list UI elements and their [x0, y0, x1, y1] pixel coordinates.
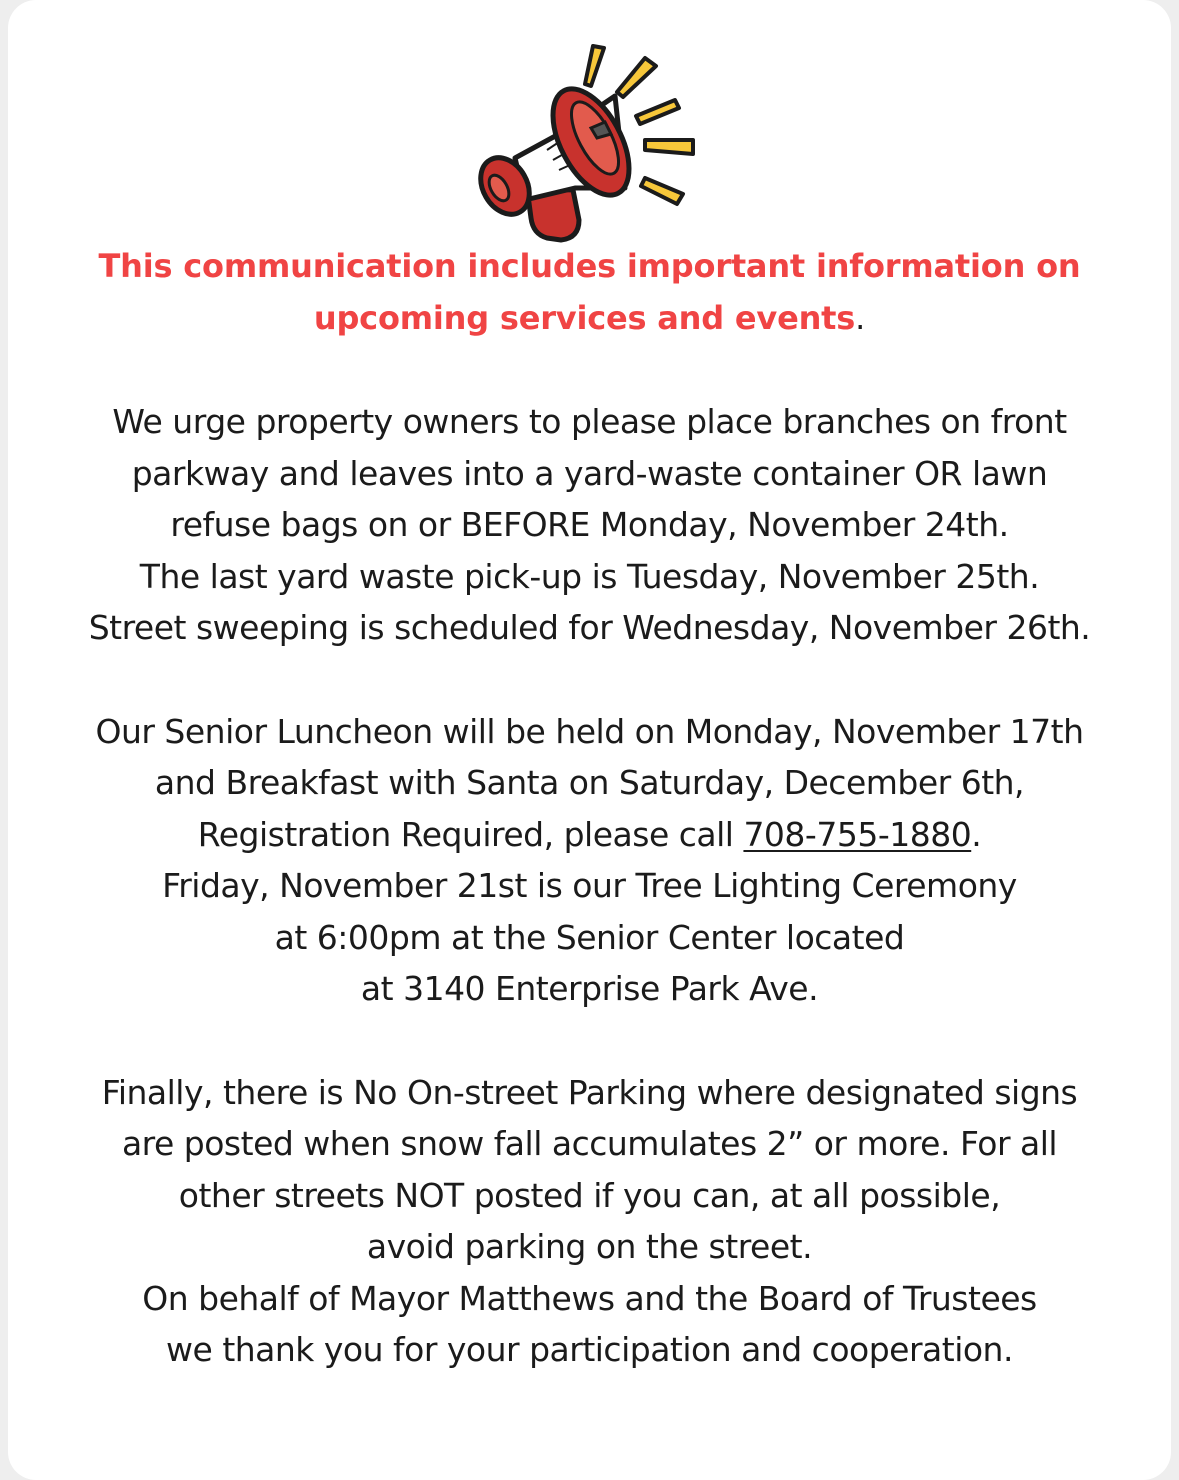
spacer	[0, 344, 1179, 396]
megaphone-icon	[475, 38, 705, 248]
headline-text: upcoming services and events	[313, 299, 856, 337]
registration-text: Registration Required, please call	[197, 814, 744, 854]
yard-waste-paragraph	[0, 396, 1179, 654]
headline-line	[0, 292, 1179, 344]
text-line: Street sweeping is scheduled for Wednesday, November 26th.	[88, 608, 1091, 647]
spacer	[0, 1015, 1179, 1067]
events-paragraph	[0, 706, 1179, 1015]
text-line: avoid parking on the street.	[366, 1227, 813, 1266]
text-line: refuse bags on or BEFORE Monday, November 24th.	[170, 505, 1009, 544]
text-line: The last yard waste pick-up is Tuesday, November 25th.	[139, 556, 1040, 596]
notice-content	[0, 240, 1179, 1376]
registration-period: .	[971, 814, 982, 854]
text-line: we thank you for your participation and cooperation.	[166, 1330, 1013, 1369]
text-line: Friday, November 21st is our Tree Lighting Ceremony	[162, 866, 1017, 905]
text-line: On behalf of Mayor Matthews and the Board of Trustees	[142, 1278, 1037, 1318]
text-line: at 3140 Enterprise Park Ave.	[360, 969, 819, 1008]
text-line: Our Senior Luncheon will be held on Monday, November 17th	[95, 711, 1084, 751]
text-line	[0, 809, 1179, 861]
text-line: and Breakfast with Santa on Saturday, December 6th,	[154, 763, 1025, 802]
text-line: are posted when snow fall accumulates 2” or more. For all	[121, 1124, 1058, 1163]
headline-line: This communication includes important information on	[98, 247, 1081, 285]
text-line: other streets NOT posted if you can, at all possible,	[178, 1175, 1001, 1215]
phone-link[interactable]: 708-755-1880	[743, 814, 972, 854]
spacer	[0, 654, 1179, 706]
text-line: Finally, there is No On-street Parking where designated signs	[101, 1072, 1078, 1112]
headline-period: .	[855, 299, 866, 337]
text-line: parkway and leaves into a yard-waste container OR lawn	[131, 453, 1048, 493]
text-line: at 6:00pm at the Senior Center located	[274, 917, 905, 957]
headline	[0, 240, 1179, 344]
text-line: We urge property owners to please place branches on front	[112, 402, 1067, 441]
parking-paragraph	[0, 1067, 1179, 1376]
